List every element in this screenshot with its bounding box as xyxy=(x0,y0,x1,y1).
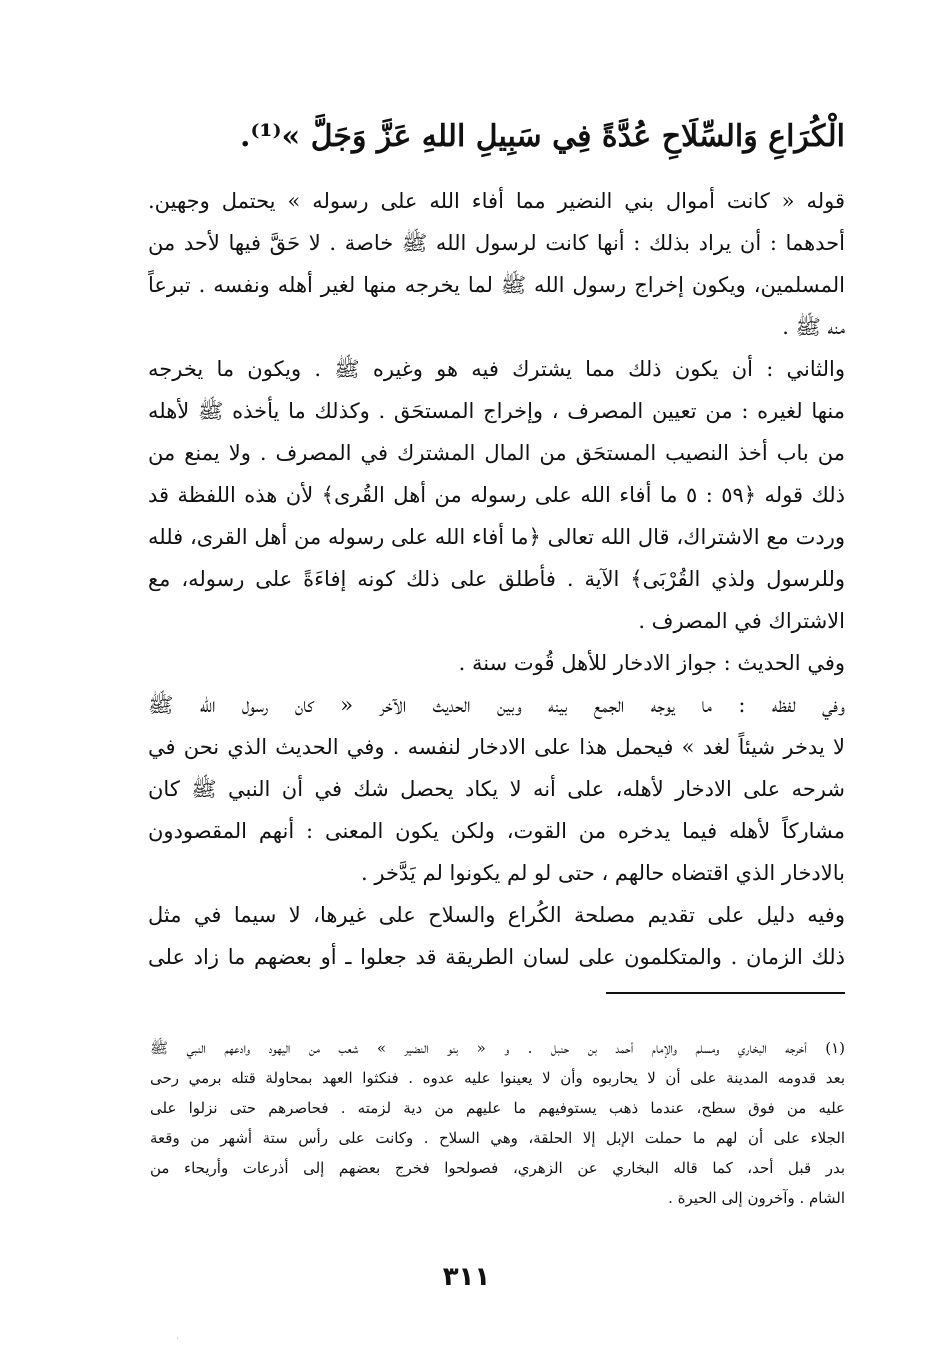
text-line: قوله « كانت أموال بني النضير مما أفاء الله على رسوله » يحتمل وجهين. xyxy=(148,189,845,213)
text-line: مشاركاً لأهله فيما يدخره من القوت، ولكن يكون المعنى : أنهم المقصودون xyxy=(148,819,845,843)
text-line: الاشتراك في المصرف . xyxy=(638,609,845,633)
text-line: المسلمين، ويكون إخراج رسول الله ﷺ لما يخرجه منها لغير أهله ونفسه . تبرعاً xyxy=(148,273,845,297)
text-line: وفي لفظه : ما يوجه الجمع بينه وبين الحديث الآخر « كان رسول الله ﷺ xyxy=(148,693,845,717)
footnote-line: الجلاء على أن لهم ما حملت الإبل إلا الحلقة، وهي السلاح . وكانت على رأس ستة أشهر من وقعة xyxy=(150,1129,845,1147)
text-line: وردت مع الاشتراك، قال الله تعالى ﴿ما أفاء الله على رسوله من أهل القرى، فلله xyxy=(148,525,845,549)
text-line: منه ﷺ . xyxy=(782,315,845,339)
scan-mark: · xyxy=(176,1334,180,1345)
footnote-line: (١) أخرجه البخاري ومسلم والإمام أحمد بن حنبل . و « بنو النضير » شعب من اليهود وادعهم النبي ﷺ xyxy=(150,1039,845,1057)
text-line: ذلك قوله ﴿٥٩ : ٥ ما أفاء الله على رسوله من أهل القُرى﴾ لأن هذه اللفظة قد xyxy=(148,483,845,507)
text-line: منها لغيره : من تعيين المصرف ، وإخراج المستحَق . وكذلك ما يأخذه ﷺ لأهله xyxy=(148,399,845,423)
text-line: بالادخار الذي اقتضاه حالهم ، حتى لو لم يكونوا لم يَدَّخر . xyxy=(361,861,845,885)
footnote-line: عليه من فوق سطح، عندما ذهب يستوفيهم ما عليهم من دية لزمته . فحاصرهم حتى نزلوا على xyxy=(150,1099,845,1117)
text-line: وفي الحديث : جواز الادخار للأهل قُوت سنة . xyxy=(458,651,845,675)
text-line: والثاني : أن يكون ذلك مما يشترك فيه هو وغيره ﷺ . ويكون ما يخرجه xyxy=(148,357,845,381)
text-line: أحدهما : أن يراد بذلك : أنها كانت لرسول الله ﷺ خاصة . لا حَقَّ فيها لأحد من xyxy=(148,231,845,255)
text-line: الْكُرَاعِ وَالسِّلَاحِ عُدَّةً فِي سَبِيلِ اللهِ عَزَّ وَجَلَّ »⁽¹⁾. xyxy=(240,119,845,154)
text-line: وللرسول ولذي القُرْبَى﴾ الآية . فأطلق على ذلك كونه إفاءَةً على رسوله، مع xyxy=(148,567,845,591)
text-line: وفيه دليل على تقديم مصلحة الكُراع والسلاح على غيرها، لا سيما في مثل xyxy=(148,903,845,927)
footnote-line: بعد قدومه المدينة على أن لا يحاربوه وأن لا يعينوا عليه عدوه . فنكثوا العهد بمحاولة قتله برمي رحى xyxy=(150,1069,845,1087)
footnote-line: بدر قبل أحد، كما قاله البخاري عن الزهري، فصولحوا فخرج بعضهم إلى أذرعات وأريحاء من xyxy=(150,1159,845,1177)
page-number: ٣١١ xyxy=(442,1262,491,1292)
text-line: من باب أخذ النصيب المستحَق من المال المشترك في المصرف . ولا يمنع من xyxy=(148,441,845,465)
footnote-line: الشام . وآخرون إلى الحيرة . xyxy=(668,1189,845,1207)
text-line: شرحه على الادخار لأهله، على أنه لا يكاد يحصل شك في أن النبي ﷺ كان xyxy=(148,777,845,801)
footnote-divider xyxy=(606,992,845,994)
text-line: لا يدخر شيئاً لغد » فيحمل هذا على الادخار لنفسه . وفي الحديث الذي نحن في xyxy=(148,735,845,759)
text-line: ذلك الزمان . والمتكلمون على لسان الطريقة قد جعلوا ـ أو بعضهم ما زاد على xyxy=(148,945,845,969)
